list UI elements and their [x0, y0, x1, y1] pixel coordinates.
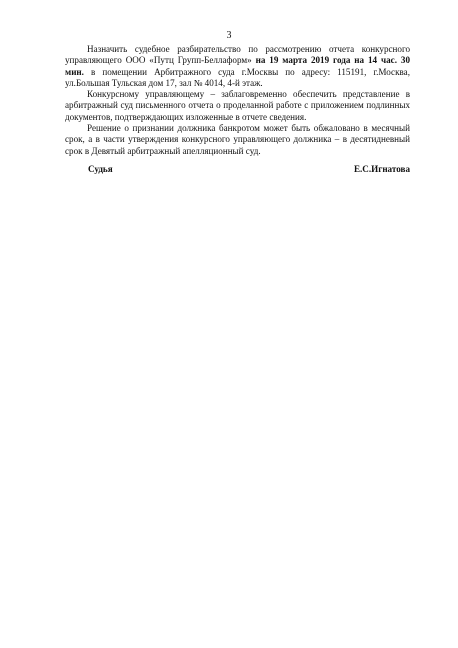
paragraph-appeal: Решение о признании должника банкротом может быть обжаловано в месячный срок, а в части утверждения конкурсного управляющего должника – в десятидневный срок в Девятый арбитражный апелляционный суд.: [65, 123, 410, 156]
hearing-text-start: Назначить судебное разбирательство по рассмотрению отчета конкурсного управляющего ООО «Путц Групп-Беллаформ»: [65, 44, 410, 66]
signature-name: Е.С.Игнатова: [353, 164, 410, 174]
signature-title: Судья: [88, 164, 113, 174]
hearing-text-end: в помещении Арбитражного суда г.Москвы по адресу: 115191, г.Москва, ул.Большая Тульская дом 17, зал № 4014, 4-й этаж.: [65, 66, 410, 88]
document-body: [65, 44, 410, 157]
paragraph-hearing: [65, 44, 410, 89]
page-number: 3: [226, 30, 232, 41]
paragraph-report: Конкурсному управляющему – заблаговременно обеспечить представление в арбитражный суд письменного отчета о проделанной работе с приложением подлинных документов, подтверждающих изложенные в отчете сведения.: [65, 89, 410, 122]
hearing-date: на 19 марта 2019 года на 14 час. 30 мин.: [65, 55, 410, 77]
